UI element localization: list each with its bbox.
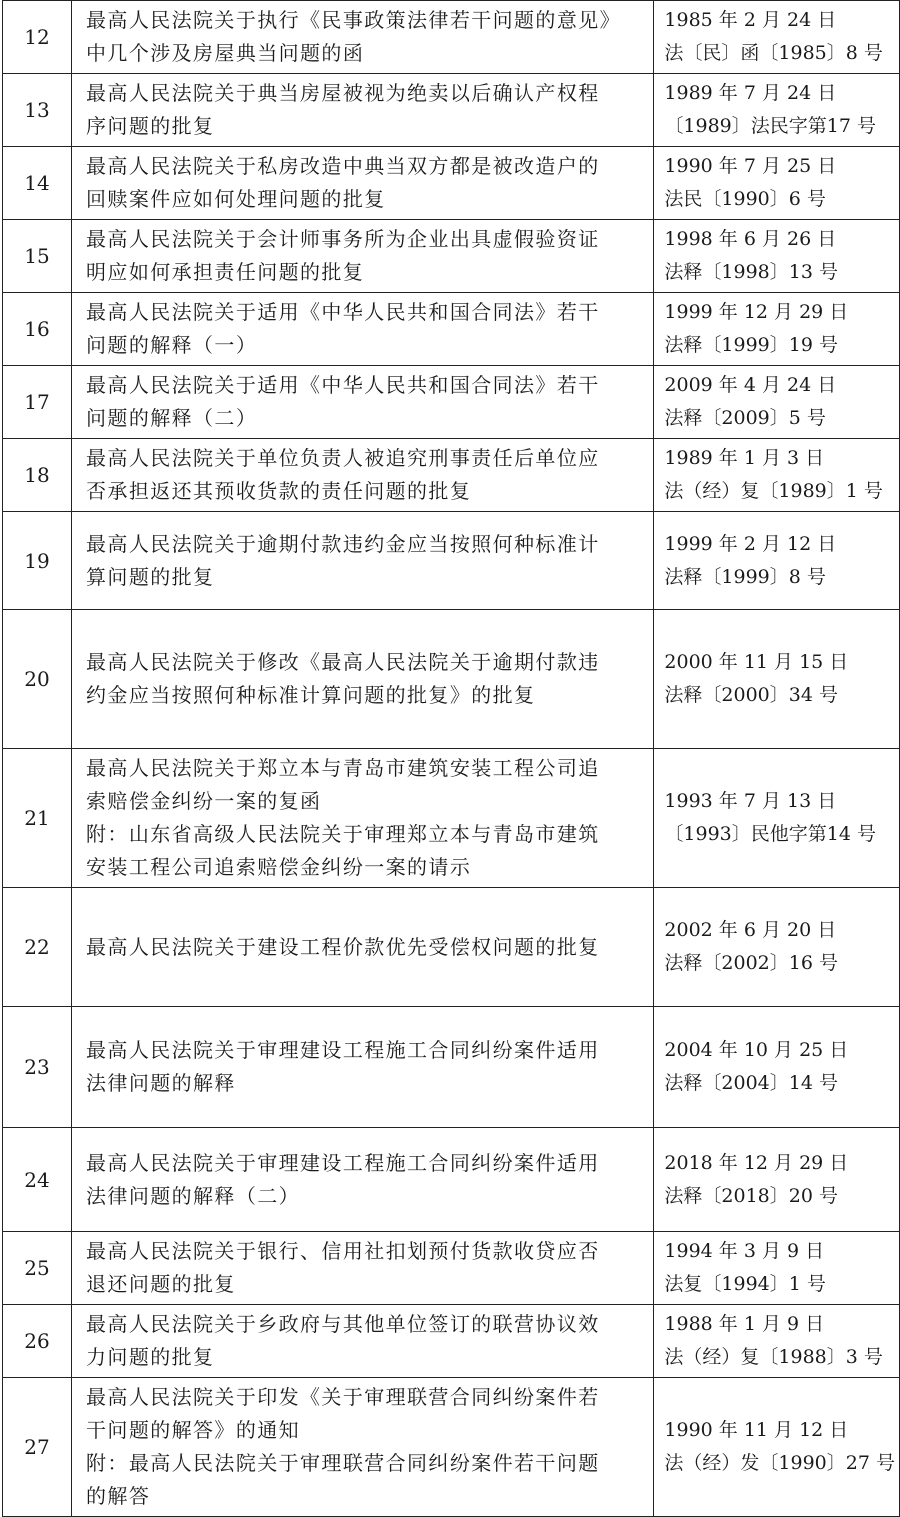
table-row: [3, 1007, 900, 1128]
document-title-line: 最高人民法院关于审理建设工程施工合同纠纷案件适用: [86, 1150, 600, 1175]
issue-date: 2018 年 12 月 29 日: [664, 1151, 849, 1174]
issue-date: 1989 年 1 月 3 日: [664, 447, 825, 469]
table-row: [3, 439, 900, 512]
regulations-table: [2, 0, 900, 1517]
document-title-line: 问题的解释（二）: [86, 406, 258, 430]
row-number: 18: [3, 439, 72, 512]
document-number: 法释〔2000〕34 号: [664, 684, 838, 706]
document-title-line: 法律问题的解释（二）: [86, 1183, 301, 1208]
issue-reference: [654, 512, 900, 610]
table-row: [3, 293, 900, 366]
document-title: [72, 74, 654, 147]
document-number: 法释〔1999〕19 号: [664, 334, 838, 356]
issue-date: 2009 年 4 月 24 日: [664, 374, 837, 396]
issue-reference: [654, 147, 900, 220]
issue-reference: [654, 610, 900, 749]
document-number: 法（经）发〔1990〕27 号: [664, 1452, 895, 1474]
document-title-line: 最高人民法院关于修改《最高人民法院关于逾期付款违: [86, 650, 600, 674]
table-row: [3, 1128, 900, 1232]
issue-reference: [654, 74, 900, 147]
row-number: 23: [3, 1007, 72, 1128]
document-title-line: 干问题的解答》的通知: [86, 1418, 301, 1442]
row-number: 25: [3, 1232, 72, 1305]
document-title-line: 最高人民法院关于审理建设工程施工合同纠纷案件适用: [86, 1038, 600, 1062]
row-number: 12: [3, 1, 72, 74]
row-number: 14: [3, 147, 72, 220]
document-number: 法释〔1998〕13 号: [664, 261, 838, 283]
issue-date: 2004 年 10 月 25 日: [664, 1039, 849, 1061]
issue-reference: [654, 439, 900, 512]
table-row: [3, 888, 900, 1007]
table-row: [3, 1, 900, 74]
row-number: 21: [3, 749, 72, 888]
document-title-line: 退还问题的批复: [86, 1272, 236, 1296]
document-title-line: 最高人民法院关于逾期付款违约金应当按照何种标准计: [86, 531, 600, 556]
issue-reference: [654, 366, 900, 439]
document-title: [72, 1, 654, 74]
document-title-line: 最高人民法院关于适用《中华人民共和国合同法》若干: [86, 373, 600, 397]
document-title-line: 最高人民法院关于建设工程价款优先受偿权问题的批复: [86, 934, 600, 959]
document-number: 法（经）复〔1989〕1 号: [664, 480, 883, 502]
table-body: [3, 1, 900, 1517]
document-number: 法释〔2009〕5 号: [664, 407, 826, 429]
document-title-line: 最高人民法院关于适用《中华人民共和国合同法》若干: [86, 300, 600, 324]
issue-date: 2002 年 6 月 20 日: [664, 919, 837, 941]
issue-reference: [654, 1232, 900, 1305]
issue-date: 1999 年 12 月 29 日: [664, 301, 849, 323]
document-title-line: 最高人民法院关于银行、信用社扣划预付货款收贷应否: [86, 1239, 600, 1263]
document-title-line: 明应如何承担责任问题的批复: [86, 260, 365, 284]
issue-reference: [654, 1007, 900, 1128]
issue-reference: [654, 749, 900, 888]
issue-reference: [654, 1128, 900, 1232]
document-title-line: 附：最高人民法院关于审理联营合同纠纷案件若干问题: [86, 1451, 600, 1475]
row-number: 27: [3, 1378, 72, 1517]
document-number: 法释〔1999〕8 号: [664, 565, 826, 588]
document-title-line: 的解答: [86, 1484, 151, 1508]
document-title-line: 力问题的批复: [86, 1345, 215, 1369]
document-title: [72, 1305, 654, 1378]
issue-date: 1993 年 7 月 13 日: [664, 790, 837, 812]
document-number: 法复〔1994〕1 号: [664, 1273, 826, 1295]
document-title: [72, 749, 654, 888]
table-row: [3, 220, 900, 293]
document-title: [72, 439, 654, 512]
issue-date: 1998 年 6 月 26 日: [664, 228, 837, 250]
document-title: [72, 1128, 654, 1232]
document-title-line: 最高人民法院关于印发《关于审理联营合同纠纷案件若: [86, 1385, 600, 1409]
issue-reference: [654, 1, 900, 74]
document-title: [72, 1232, 654, 1305]
document-title: [72, 147, 654, 220]
document-title-line: 问题的解释（一）: [86, 333, 258, 357]
issue-reference: [654, 1378, 900, 1517]
document-title: [72, 610, 654, 749]
document-title-line: 约金应当按照何种标准计算问题的批复》的批复: [86, 683, 536, 707]
document-title-line: 中几个涉及房屋典当问题的函: [86, 41, 365, 65]
document-title-line: 最高人民法院关于私房改造中典当双方都是被改造户的: [86, 154, 600, 178]
row-number: 22: [3, 888, 72, 1007]
document-title: [72, 1378, 654, 1517]
document-title: [72, 220, 654, 293]
document-title: [72, 888, 654, 1007]
issue-date: 1985 年 2 月 24 日: [664, 9, 837, 31]
table-row: [3, 610, 900, 749]
row-number: 26: [3, 1305, 72, 1378]
row-number: 20: [3, 610, 72, 749]
document-title-line: 索赔偿金纠纷一案的复函: [86, 789, 322, 813]
document-title-line: 最高人民法院关于郑立本与青岛市建筑安装工程公司追: [86, 756, 600, 780]
issue-date: 1994 年 3 月 9 日: [664, 1240, 825, 1262]
issue-date: 1988 年 1 月 9 日: [664, 1313, 825, 1335]
document-number: 法（经）复〔1988〕3 号: [664, 1346, 883, 1368]
document-number: 法释〔2004〕14 号: [664, 1072, 838, 1094]
table-row: [3, 1232, 900, 1305]
document-number: 〔1993〕民他字第14 号: [664, 823, 876, 845]
document-title: [72, 366, 654, 439]
issue-reference: [654, 888, 900, 1007]
document-title-line: 最高人民法院关于执行《民事政策法律若干问题的意见》: [86, 8, 622, 32]
table-row: [3, 512, 900, 610]
document-title-line: 安装工程公司追索赔偿金纠纷一案的请示: [86, 855, 472, 879]
issue-date: 1990 年 7 月 25 日: [664, 155, 837, 177]
document-title-line: 最高人民法院关于单位负责人被追究刑事责任后单位应: [86, 446, 600, 470]
table-row: [3, 74, 900, 147]
document-title-line: 算问题的批复: [86, 564, 215, 589]
issue-reference: [654, 220, 900, 293]
issue-date: 2000 年 11 月 15 日: [664, 651, 849, 673]
document-title-line: 否承担返还其预收货款的责任问题的批复: [86, 479, 472, 503]
issue-reference: [654, 1305, 900, 1378]
document-title: [72, 512, 654, 610]
document-number: 法〔民〕函〔1985〕8 号: [664, 42, 883, 64]
document-number: 法释〔2018〕20 号: [664, 1184, 838, 1207]
document-title: [72, 1007, 654, 1128]
table-row: [3, 749, 900, 888]
document-number: 法民〔1990〕6 号: [664, 188, 826, 210]
issue-reference: [654, 293, 900, 366]
table-row: [3, 1378, 900, 1517]
document-title-line: 回赎案件应如何处理问题的批复: [86, 187, 386, 211]
document-number: 〔1989〕法民字第17 号: [664, 115, 876, 137]
document-title: [72, 293, 654, 366]
document-number: 法释〔2002〕16 号: [664, 952, 838, 974]
row-number: 13: [3, 74, 72, 147]
row-number: 16: [3, 293, 72, 366]
document-title-line: 最高人民法院关于典当房屋被视为绝卖以后确认产权程: [86, 81, 600, 105]
table-row: [3, 147, 900, 220]
row-number: 15: [3, 220, 72, 293]
issue-date: 1999 年 2 月 12 日: [664, 532, 837, 555]
row-number: 17: [3, 366, 72, 439]
document-title-line: 附：山东省高级人民法院关于审理郑立本与青岛市建筑: [86, 822, 600, 846]
document-title-line: 最高人民法院关于乡政府与其他单位签订的联营协议效: [86, 1312, 600, 1336]
table-row: [3, 1305, 900, 1378]
issue-date: 1990 年 11 月 12 日: [664, 1419, 849, 1441]
document-title-line: 序问题的批复: [86, 114, 215, 138]
table-row: [3, 366, 900, 439]
issue-date: 1989 年 7 月 24 日: [664, 82, 837, 104]
document-title-line: 最高人民法院关于会计师事务所为企业出具虚假验资证: [86, 227, 600, 251]
document-title-line: 法律问题的解释: [86, 1071, 236, 1095]
row-number: 19: [3, 512, 72, 610]
row-number: 24: [3, 1128, 72, 1232]
